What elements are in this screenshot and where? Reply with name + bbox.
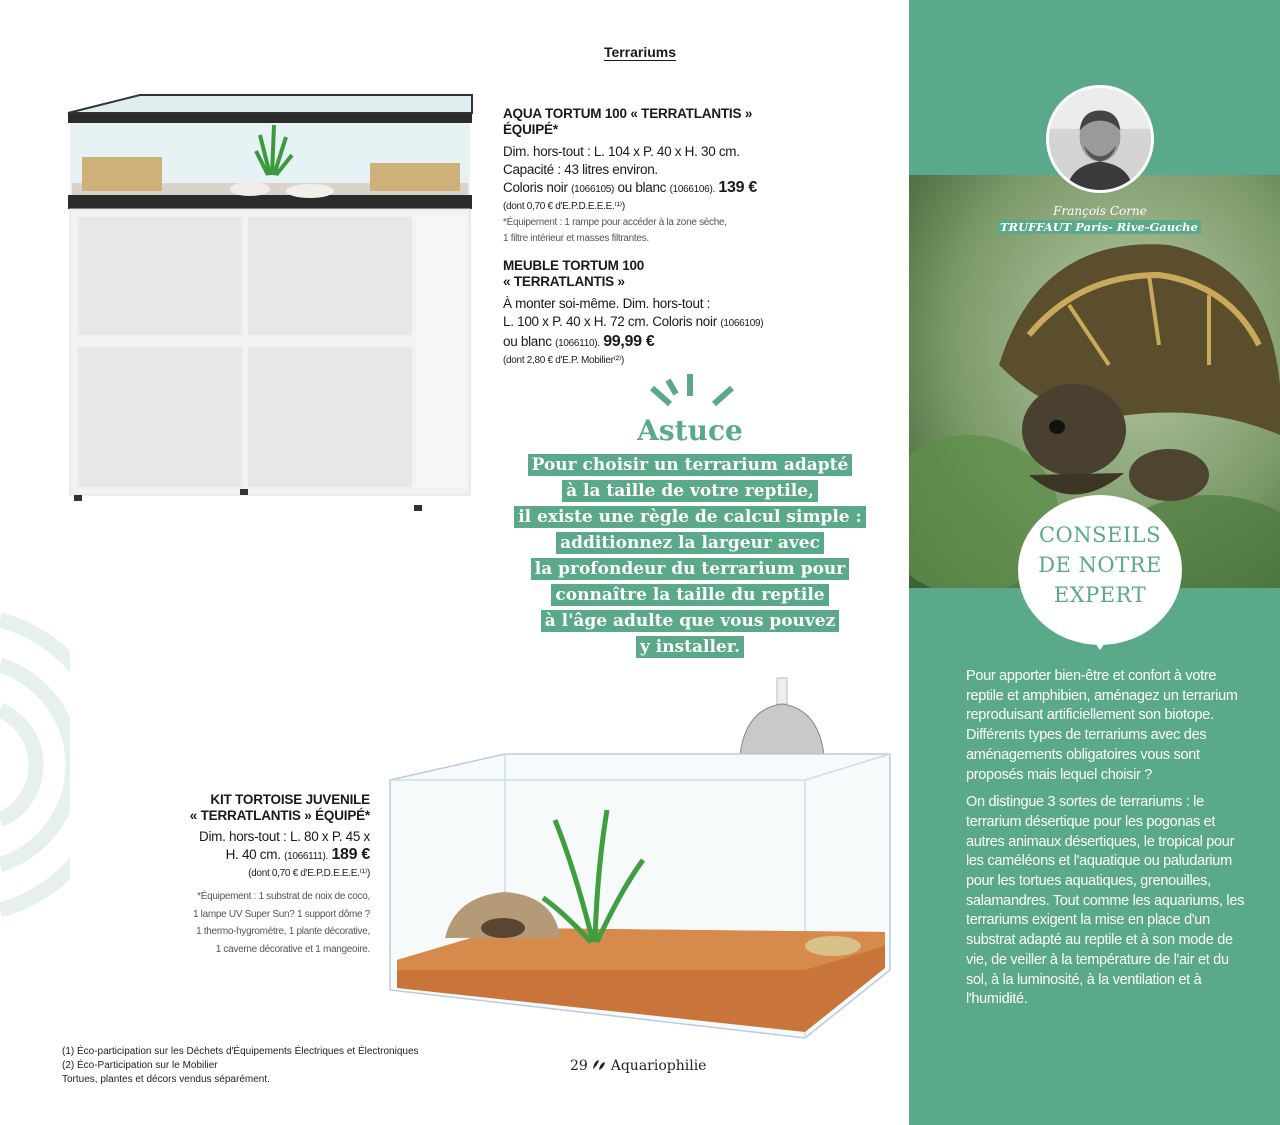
product-name: KIT TORTOISE JUVENILE bbox=[210, 792, 370, 807]
product-desc-line3 bbox=[503, 333, 793, 353]
expert-badge-text bbox=[1018, 520, 1182, 610]
ref: (1066111). bbox=[284, 851, 328, 862]
footnote: (1) Éco-participation sur les Déchets d'Équipements Électriques et Électroniques bbox=[62, 1046, 419, 1057]
product-aqua-tortum bbox=[503, 106, 793, 247]
eco-participation: (dont 0,70 € d'E.P.D.E.E.E.⁽¹⁾) bbox=[248, 868, 370, 879]
expert-name: François Corne bbox=[1053, 204, 1147, 218]
equipment-note: 1 thermo-hygromètre, 1 plante décorative, bbox=[196, 926, 370, 937]
astuce-line: additionnez la largeur avec bbox=[556, 532, 824, 554]
astuce-line: y installer. bbox=[636, 636, 744, 658]
page-footer bbox=[570, 1058, 706, 1074]
page-label: Aquariophilie bbox=[610, 1058, 707, 1074]
desc-text: H. 40 cm. bbox=[225, 847, 285, 862]
desc-text: ou blanc bbox=[503, 334, 556, 349]
astuce-line: à la taille de votre reptile, bbox=[562, 480, 818, 502]
product-dimensions-line2 bbox=[150, 846, 370, 866]
aqua-tortum-image bbox=[60, 85, 480, 517]
badge-line: CONSEILS bbox=[1038, 523, 1161, 547]
product-dimensions: Dim. hors-tout : L. 104 x P. 40 x H. 30 cm. bbox=[503, 144, 740, 159]
ref-blanc: (1066110). bbox=[555, 338, 600, 349]
equipment-note: 1 caverne décorative et 1 mangeoire. bbox=[215, 943, 370, 955]
leaf-icon bbox=[592, 1059, 606, 1071]
footnotes bbox=[62, 1045, 482, 1087]
decorative-arcs bbox=[0, 610, 70, 920]
badge-line: EXPERT bbox=[1053, 583, 1147, 607]
product-name: AQUA TORTUM 100 « TERRATLANTIS » bbox=[503, 106, 753, 121]
product-desc-line1: À monter soi-même. Dim. hors-tout : bbox=[503, 296, 711, 311]
expert-store: TRUFFAUT Paris- Rive-Gauche bbox=[997, 220, 1201, 234]
astuce-line: connaître la taille du reptile bbox=[551, 584, 828, 606]
expert-advice bbox=[966, 667, 1246, 1018]
page-number: 29 bbox=[570, 1058, 588, 1074]
astuce-line: Pour choisir un terrarium adapté bbox=[528, 454, 853, 476]
astuce-text bbox=[490, 454, 890, 662]
colors-mid: ou blanc bbox=[614, 180, 670, 195]
product-name-line2: ÉQUIPÉ* bbox=[503, 122, 558, 137]
desc-text: L. 100 x P. 40 x H. 72 cm. Coloris noir bbox=[503, 314, 721, 329]
astuce-title: Astuce bbox=[637, 414, 743, 447]
eco-participation: (dont 0,70 € d'E.P.D.E.E.E.⁽¹⁾) bbox=[503, 201, 625, 212]
product-colors bbox=[503, 179, 793, 199]
product-dimensions: Dim. hors-tout : L. 80 x P. 45 x bbox=[199, 829, 370, 844]
product-name-line2: « TERRATLANTIS » bbox=[503, 274, 625, 289]
equipment-note: *Équipement : 1 substrat de noix de coco, bbox=[197, 891, 370, 902]
product-name: MEUBLE TORTUM 100 bbox=[503, 258, 645, 273]
kit-tortoise-image bbox=[385, 670, 895, 1045]
astuce-line: à l'âge adulte que vous pouvez bbox=[541, 610, 840, 632]
product-name-line2: « TERRATLANTIS » ÉQUIPÉ* bbox=[189, 808, 370, 823]
astuce-line: la profondeur du terrarium pour bbox=[531, 558, 850, 580]
equipment-note: *Équipement : 1 rampe pour accéder à la zone sèche, bbox=[503, 217, 727, 228]
price: 99,99 € bbox=[603, 333, 655, 350]
expert-portrait bbox=[1049, 88, 1151, 190]
product-meuble-tortum bbox=[503, 258, 793, 369]
astuce-line: il existe une règle de calcul simple : bbox=[514, 506, 866, 528]
equipment-note-line2: 1 filtre intérieur et masses filtrantes. bbox=[503, 233, 649, 244]
price: 139 € bbox=[718, 179, 757, 196]
astuce-rays-icon bbox=[640, 372, 740, 412]
price: 189 € bbox=[331, 846, 370, 863]
badge-line: DE NOTRE bbox=[1038, 553, 1162, 577]
ref-noir: (1066109) bbox=[720, 318, 764, 329]
ref-blanc: (1066106). bbox=[669, 184, 715, 195]
eco-participation: (dont 2,80 € d'E.P. Mobilier⁽²⁾) bbox=[503, 355, 624, 366]
section-title: Terrariums bbox=[603, 44, 677, 60]
footnote: Tortues, plantes et décors vendus séparément. bbox=[62, 1074, 270, 1085]
badge-tail bbox=[1090, 636, 1110, 650]
advice-paragraph: Pour apporter bien-être et confort à votre reptile et amphibien, aménagez un terrarium reproduisant artificiellement son biotope. Différents types de terrariums avec des aménagements obligatoires vous sont proposés mais lequel choisir ? bbox=[966, 668, 1238, 783]
product-desc-line2 bbox=[503, 313, 793, 333]
expert-avatar bbox=[1046, 85, 1154, 193]
ref-noir: (1066105) bbox=[571, 184, 615, 195]
advice-paragraph: On distingue 3 sortes de terrariums : le terrarium désertique pour les pogonas et autres animaux désertiques, le tropical pour les caméléons et l'aquatique ou paludarium pour les tortues aquatiques, grenouilles, salamandres. Tout comme les aquariums, les terrariums exigent la mise en place d'un substrat adapté au reptile et à son mode de vie, de veiller à la température de l'air et du sol, à la luminosité, à la ventilation et à l'humidité. bbox=[966, 794, 1245, 1008]
colors-label: Coloris noir bbox=[503, 180, 572, 195]
equipment-note: 1 lampe UV Super Sun? 1 support dôme ? bbox=[192, 908, 370, 920]
footnote: (2) Éco-Participation sur le Mobilier bbox=[62, 1060, 218, 1071]
product-capacity: Capacité : 43 litres environ. bbox=[503, 162, 658, 177]
product-kit-tortoise bbox=[150, 792, 370, 958]
